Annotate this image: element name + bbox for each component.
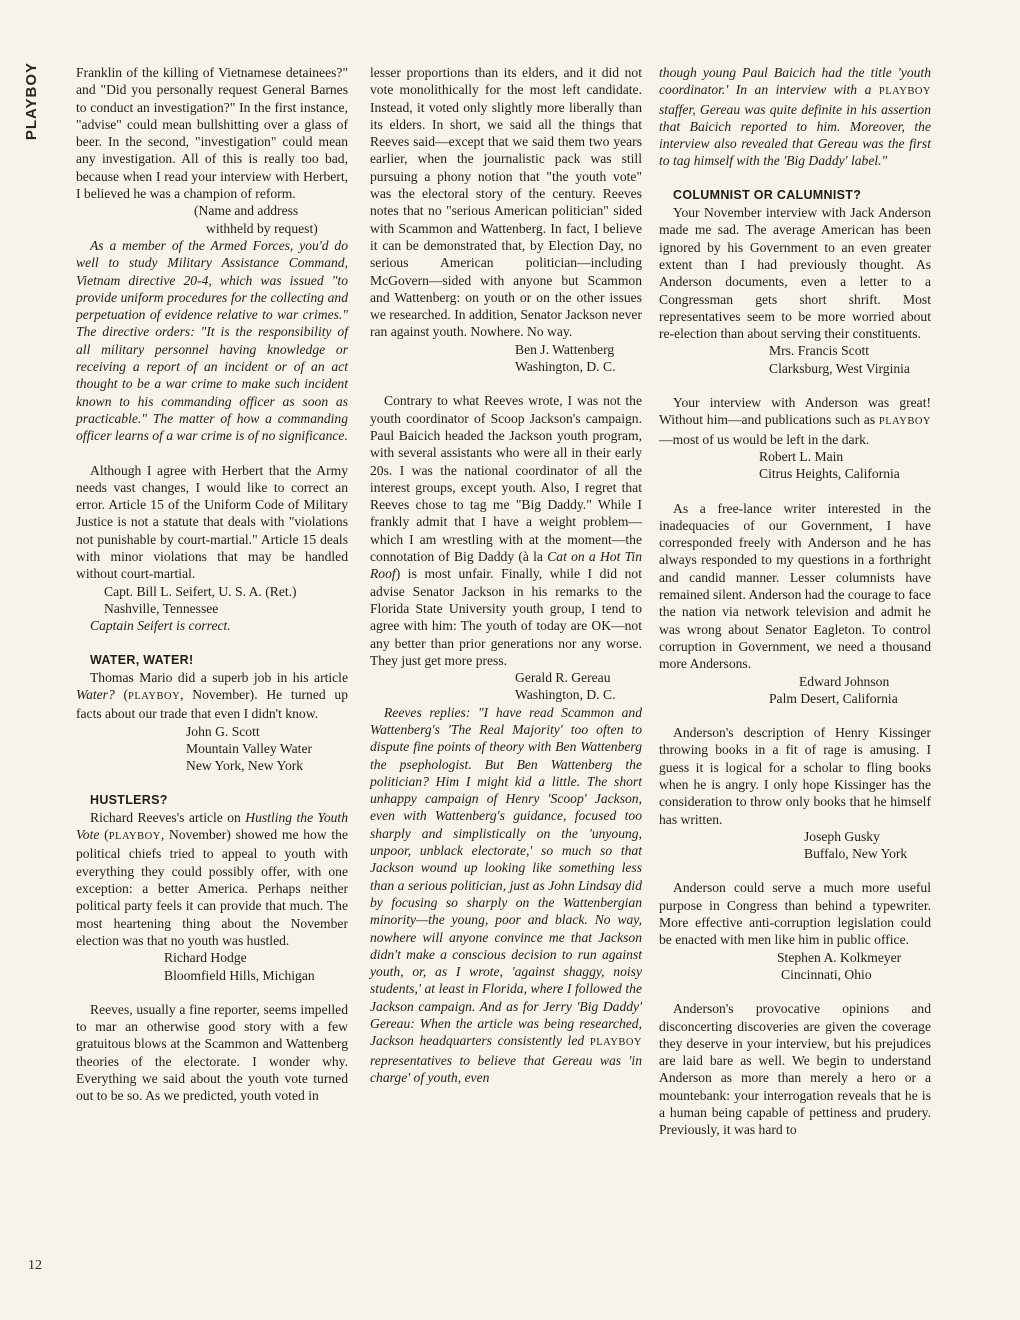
signature-line: Richard Hodge [164,950,247,966]
letter-text: Contrary to what Reeves wrote, I was not the youth coordinator of Scoop Jackson's campaign. Paul Baicich headed the Jackson youth program, with several assistants who were all in their early 20s. I was the national coordinator of all the interest groups, except youth. Also, I regret that Reeves chose to tag me "Big Daddy." While I frankly admit that I have a weight problem—which I am wrestling with at the moment—the connotation of Big Daddy (à la Cat on a Hot Tin Roof) is most unfair. Finally, while I did not advise Senator Jackson in his remarks to the Florida State University youth group, I tend to agree with him: The youth of today are OK—not any better than prior generations nor any worse. They just get more press. [370,393,642,668]
letter-text: Reeves, usually a fine reporter, seems impelled to mar an otherwise good story with a few gratuitous blows at the Scammon and Wattenberg theories of the electorate. I wonder why. Everything we said about the youth vote turned out to be so. As we predicted, youth voted in [76,1001,348,1104]
column-3 [659,64,931,1139]
film-title: Cat on a Hot Tin Roof [370,549,642,582]
letter-signature [76,583,348,618]
signature-line: (Name and address [194,203,299,219]
letter-signature [659,949,931,984]
letter-signature [659,342,931,377]
magazine-name: PLAYBOY [128,691,181,703]
editor-reply: Reeves replies: "I have read Scammon and Wattenberg's 'The Real Majority' too often to dispute fine points of theory with Ben Wattenberg the psephologist. But Ben Wattenberg the politician? Him I might kid a little. The short unhappy campaign of Henry 'Scoop' Jackson, even with Wattenberg's guidance, focused too sharply and simplistically on the 'unyoung, unpoor, unblack electorate,' so much so that Jackson wound up looking like something less than a serious politician, just as John Lindsay did by focusing so sharply on the Wattenbergian minority—the young, poor and black. No way, nowhere will anyone convince me that Jackson didn't make a conscious decision to run against youth, or, as I wrote, 'against shaggy, noisy students,' at least in Florida, where I followed the Jackson campaign. And as for Jerry 'Big Daddy' Gereau: When the article was being researched, Jackson headquarters consistently led PLAYBOY representatives to believe that Gereau was 'in charge' of youth, even [370,704,642,1085]
letter-signature [76,723,348,775]
section-heading: WATER, WATER! [90,652,194,667]
editor-reply: Captain Seifert is correct. [90,618,231,634]
article-title: Hustling the Youth Vote [76,809,348,843]
letter-text: lesser proportions than its elders, and it did not vote monolithically for the most left candidate. Instead, it voted only slightly more liberally than its elders. In short, we said all the things that Reeves said—except that we said them two years earlier, when the journalistic pack was still pursuing a phony notion that "the youth vote" was the electoral story of the century. Reeves notes that no "serious American politician" sided with Scammon and Wattenberg. In fact, I believe it can be demonstrated that, by Election Day, no serious American politician—including McGovern—sided with anyone but Scammon and Wattenberg: on youth or on the other issues we researched. In addition, Senator Jackson never ran against youth. Nowhere. No way. [370,65,642,340]
letter-signature [659,828,931,863]
letter-signature [370,341,642,376]
letter-text: Your interview with Anderson was great! Without him—and publications such as PLAYBOY—most of us would be left in the dark. [659,395,931,447]
signature-line: Stephen A. Kolkmeyer [777,949,902,965]
signature-line: New York, New York [186,758,304,774]
letter-text: Anderson could serve a much more useful purpose in Congress than behind a typewriter. More effective anti-corruption legislation could be enacted with men like him in public office. [659,880,931,948]
letter-signature [370,669,642,704]
signature-line: Bloomfield Hills, Michigan [164,967,315,983]
letter-signature [76,202,348,237]
signature-line: Mountain Valley Water [186,740,313,756]
signature-line: Joseph Gusky [804,828,880,844]
section-heading: COLUMNIST OR CALUMNIST? [673,187,862,202]
letter-text: Although I agree with Herbert that the Army needs vast changes, I would like to correct an error. Article 15 of the Uniform Code of Military Justice is not a statute that deals with "violations not punishable by court-martial." Article 15 deals with minor violations that may be handled without court-martial. [76,462,348,582]
letter-text: Richard Reeves's article on Hustling the Youth Vote (PLAYBOY, November) showed me how the political chiefs tried to appeal to youth with everything they could possibly offer, with one exception: a better America. Perhaps neither political party feels it can provide that much. The most heartening thing about the November election was that no youth was hustled. [76,809,348,948]
letter-text: As a free-lance writer interested in the inadequacies of our Government, I have corresponded freely with Anderson and he has always responded to my questions in a forthright and candid manner. Lesser columnists have remained silent. Anderson had the courage to face the nation via network television and admit he was wrong about Senator Eagleton. To control corruption in Government, we need a thousand more Andersons. [659,500,931,672]
editor-reply: As a member of the Armed Forces, you'd do well to study Military Assistance Command, Vietnam directive 20-4, which was issued "to provide uniform procedures for the collecting and perpetuation of evidence relative to war crimes." The directive orders: "It is the responsibility of all military personnel having knowledge or receiving a report of an incident or of an act thought to be a war crime to make such incident known to his commanding officer as soon as practicable." The matter of how a commanding officer learns of a war crime is of no significance. [76,237,348,444]
signature-line: Edward Johnson [799,673,890,689]
article-title: Water? [76,687,115,703]
editor-reply: though young Paul Baicich had the title 'youth coordinator.' In an interview with a PLAYBOY staffer, Gereau was quite definite in his assertion that Baicich reported to him. Moreover, the interview also revealed that Gereau was the first to tag himself with the 'Big Daddy' label." [659,65,931,169]
magazine-name: PLAYBOY [878,416,931,428]
letter-text: Thomas Mario did a superb job in his article Water? (PLAYBOY, November). He turned up facts about our trade that even I didn't know. [76,669,348,722]
magazine-spine-label: PLAYBOY [23,62,40,141]
letter-text: Anderson's description of Henry Kissinger throwing books in a fit of rage is amusing. I guess it is logical for a scholar to fling books when he is angry. I only hope Kissinger has the consideration to throw only books that he himself has written. [659,725,931,827]
letter-text: Franklin of the killing of Vietnamese detainees?" and "Did you personally request General Barnes to conduct an investigation?" In the first instance, "advise" could mean bullshitting over a glass of beer. In the second, "investigation" could mean any investigation. All of this is really too bad, because when I read your interview with Herbert, I believed he was a champion of reform. [76,65,348,202]
column-2 [370,64,642,1086]
signature-line: Robert L. Main [759,448,844,464]
signature-line: Ben J. Wattenberg [515,341,615,357]
signature-line: Gerald R. Gereau [515,670,611,686]
signature-line: Washington, D. C. [515,359,616,375]
section-heading: HUSTLERS? [90,792,168,807]
magazine-name: PLAYBOY [589,1037,642,1049]
letter-signature [659,673,931,708]
signature-line: Nashville, Tennessee [104,600,219,616]
magazine-name: PLAYBOY [108,831,161,843]
signature-line: Mrs. Francis Scott [769,343,870,359]
signature-line: Palm Desert, California [769,690,898,706]
signature-line: Buffalo, New York [804,846,908,862]
magazine-name: PLAYBOY [878,86,931,98]
signature-line: Clarksburg, West Virginia [769,360,910,376]
letter-text: Your November interview with Jack Anderson made me sad. The average American has been ignored by his Government to an even greater extent than I had previously thought. As Anderson documents, even a letter to a Congressman gets short shrift. Most representatives seem to be more worried about re-election than about serving their constituents. [659,205,931,342]
column-1 [76,64,348,1105]
page-number: 12 [28,1258,42,1273]
signature-line: Capt. Bill L. Seifert, U. S. A. (Ret.) [104,583,297,599]
letter-signature [76,949,348,984]
letter-text: Anderson's provocative opinions and disconcerting discoveries are given the coverage they deserve in your interview, but his prejudices are laid bare as well. We begin to understand Anderson as more than merely a hero or a mountebank: your interrogation reveals that he is a human being capable of pettiness and prudery. Previously, it was hard to [659,1001,931,1138]
signature-line: Cincinnati, Ohio [781,966,872,982]
signature-line: John G. Scott [186,723,260,739]
signature-line: withheld by request) [206,220,318,236]
signature-line: Citrus Heights, California [759,466,900,482]
letter-signature [659,448,931,483]
signature-line: Washington, D. C. [515,687,616,703]
